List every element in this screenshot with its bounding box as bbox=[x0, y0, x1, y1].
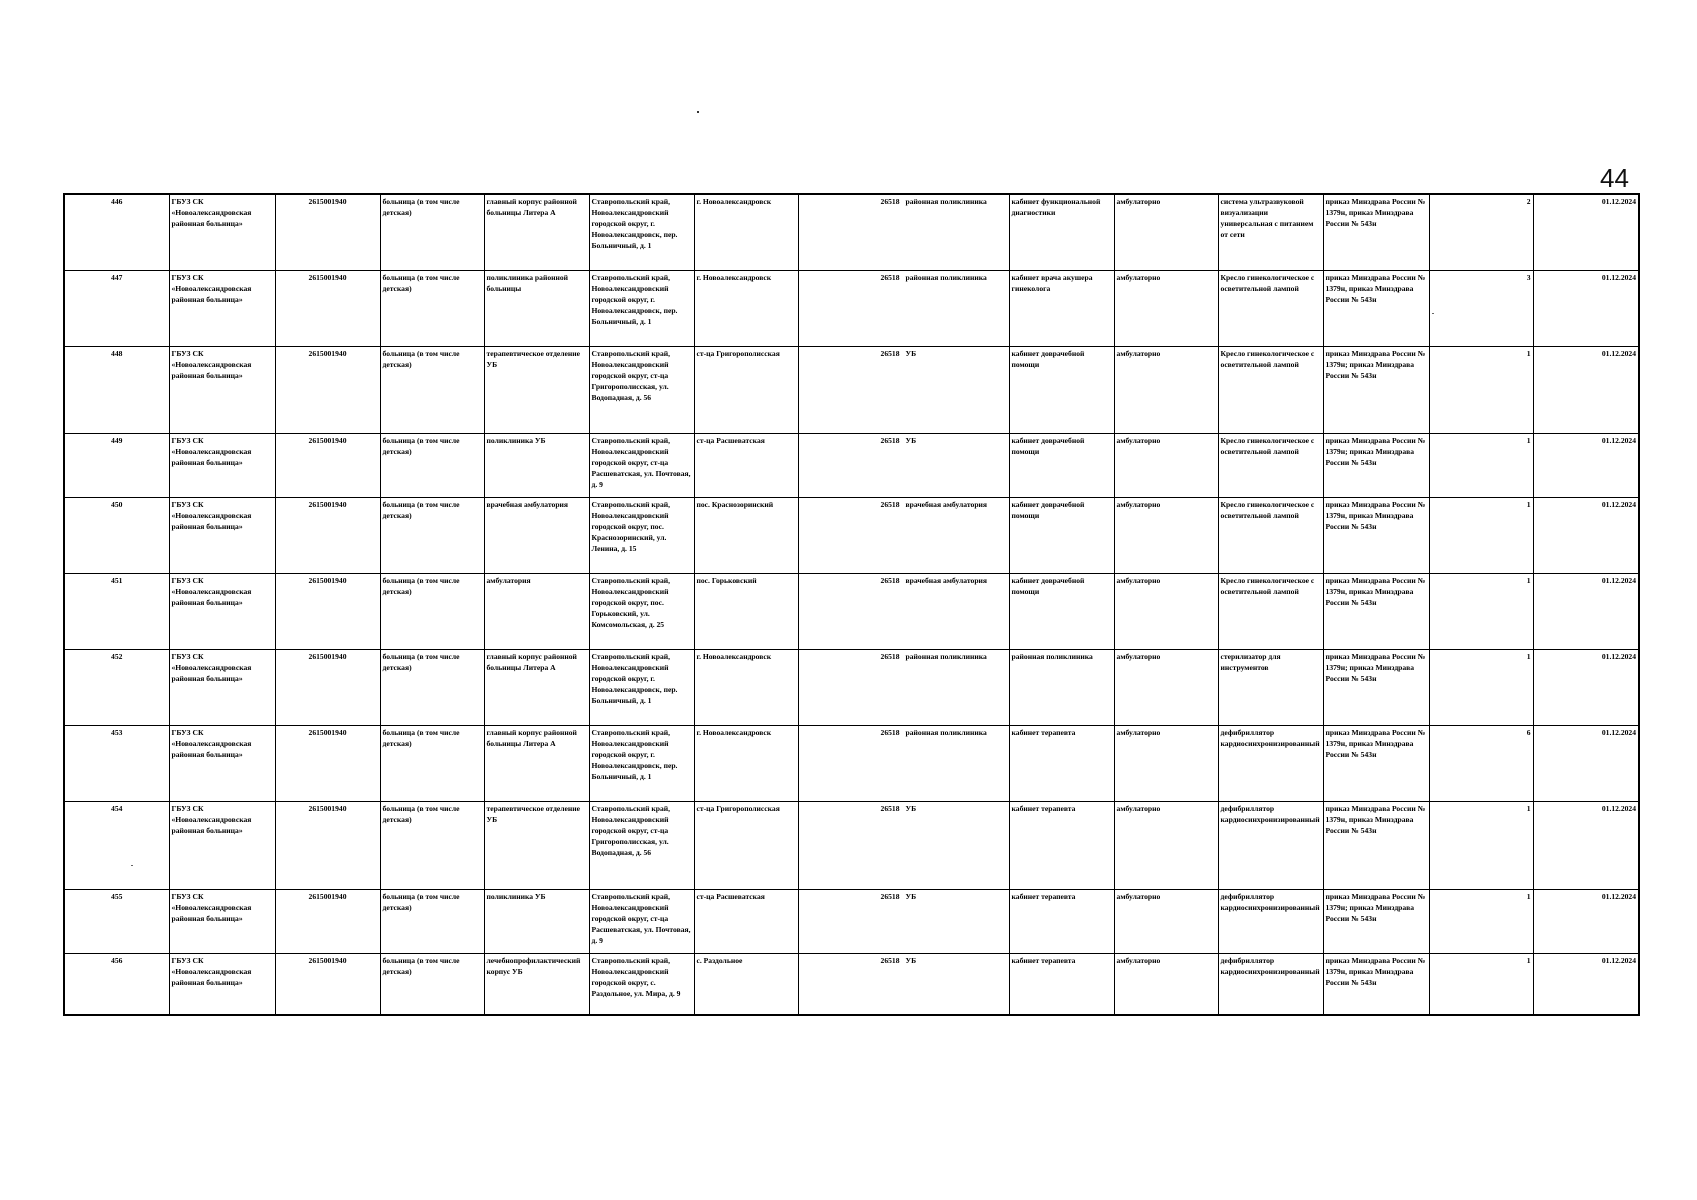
organization-name: ГБУЗ СК «Новоалександровская районная больница» bbox=[169, 801, 275, 889]
facility-type: больница (в том числе детская) bbox=[380, 573, 484, 649]
table-row bbox=[64, 953, 1639, 1015]
care-form: амбулаторно bbox=[1114, 346, 1218, 433]
locality: ст-ца Расшеватская bbox=[694, 889, 798, 953]
division-name: районная поликлиника bbox=[905, 727, 987, 737]
scan-speck bbox=[697, 111, 699, 113]
quantity: 1 bbox=[1429, 573, 1533, 649]
postal-code: 26518 bbox=[880, 197, 900, 206]
division-name: УБ bbox=[905, 891, 917, 901]
table-row bbox=[64, 889, 1639, 953]
quantity: 1 bbox=[1429, 801, 1533, 889]
date: 01.12.2024 bbox=[1533, 497, 1639, 573]
code-and-division bbox=[798, 194, 1009, 270]
inn-value: 2615001940 bbox=[275, 497, 380, 573]
inn-value: 2615001940 bbox=[275, 649, 380, 725]
table-row bbox=[64, 573, 1639, 649]
row-number: 453 bbox=[64, 725, 169, 801]
order-reference: приказ Минздрава России № 1379н, приказ Минздрава России № 543н bbox=[1323, 953, 1429, 1015]
code-and-division bbox=[798, 953, 1009, 1015]
locality: г. Новоалександровск bbox=[694, 649, 798, 725]
quantity: 3 bbox=[1429, 270, 1533, 346]
care-form: амбулаторно bbox=[1114, 953, 1218, 1015]
table-row bbox=[64, 497, 1639, 573]
room-name: кабинет функциональной диагностики bbox=[1009, 194, 1114, 270]
organization-name: ГБУЗ СК «Новоалександровская районная больница» bbox=[169, 346, 275, 433]
table-row bbox=[64, 270, 1639, 346]
quantity: 1 bbox=[1429, 953, 1533, 1015]
division-name: районная поликлиника bbox=[905, 651, 987, 661]
code-and-division bbox=[798, 270, 1009, 346]
row-number: 455 bbox=[64, 889, 169, 953]
inn-value: 2615001940 bbox=[275, 725, 380, 801]
care-form: амбулаторно bbox=[1114, 433, 1218, 497]
locality: г. Новоалександровск bbox=[694, 194, 798, 270]
row-number: 449 bbox=[64, 433, 169, 497]
inn-value: 2615001940 bbox=[275, 889, 380, 953]
code-and-division bbox=[798, 801, 1009, 889]
quantity: 1 bbox=[1429, 433, 1533, 497]
equipment-name: Кресло гинекологическое с осветительной лампой bbox=[1218, 270, 1323, 346]
scan-mark bbox=[131, 865, 133, 866]
locality: пос. Горьковский bbox=[694, 573, 798, 649]
care-form: амбулаторно bbox=[1114, 889, 1218, 953]
organization-name: ГБУЗ СК «Новоалександровская районная больница» bbox=[169, 573, 275, 649]
page-number: 44 bbox=[1600, 163, 1629, 193]
unit-name: терапевтическое отделение УБ bbox=[484, 346, 589, 433]
locality: с. Раздольное bbox=[694, 953, 798, 1015]
organization-name: ГБУЗ СК «Новоалександровская районная больница» bbox=[169, 725, 275, 801]
organization-name: ГБУЗ СК «Новоалександровская районная больница» bbox=[169, 889, 275, 953]
date: 01.12.2024 bbox=[1533, 270, 1639, 346]
order-reference: приказ Минздрава России № 1379н; приказ Минздрава России № 543н bbox=[1323, 433, 1429, 497]
room-name: кабинет доврачебной помощи bbox=[1009, 346, 1114, 433]
care-form: амбулаторно bbox=[1114, 801, 1218, 889]
room-name: кабинет доврачебной помощи bbox=[1009, 573, 1114, 649]
code-and-division bbox=[798, 889, 1009, 953]
date: 01.12.2024 bbox=[1533, 649, 1639, 725]
date: 01.12.2024 bbox=[1533, 346, 1639, 433]
row-number: 451 bbox=[64, 573, 169, 649]
division-name: врачебная амбулатория bbox=[905, 499, 988, 509]
row-number: 447 bbox=[64, 270, 169, 346]
date: 01.12.2024 bbox=[1533, 801, 1639, 889]
code-and-division bbox=[798, 346, 1009, 433]
inn-value: 2615001940 bbox=[275, 801, 380, 889]
equipment-name: дефибриллятор кардиосинхронизированный bbox=[1218, 801, 1323, 889]
organization-name: ГБУЗ СК «Новоалександровская районная больница» bbox=[169, 953, 275, 1015]
scan-mark bbox=[1432, 313, 1434, 314]
unit-name: терапевтическое отделение УБ bbox=[484, 801, 589, 889]
unit-name: лечебнопрофилактический корпус УБ bbox=[484, 953, 589, 1015]
care-form: амбулаторно bbox=[1114, 573, 1218, 649]
table-row bbox=[64, 801, 1639, 889]
facility-type: больница (в том числе детская) bbox=[380, 346, 484, 433]
organization-name: ГБУЗ СК «Новоалександровская районная больница» bbox=[169, 497, 275, 573]
equipment-registry-table bbox=[63, 193, 1640, 1016]
locality: г. Новоалександровск bbox=[694, 270, 798, 346]
date: 01.12.2024 bbox=[1533, 573, 1639, 649]
postal-code: 26518 bbox=[880, 727, 900, 737]
room-name: кабинет доврачебной помощи bbox=[1009, 497, 1114, 573]
equipment-name: дефибриллятор кардиосинхронизированный bbox=[1218, 889, 1323, 953]
quantity: 6 bbox=[1429, 725, 1533, 801]
code-and-division bbox=[798, 725, 1009, 801]
order-reference: приказ Минздрава России № 1379н, приказ Минздрава России № 543н bbox=[1323, 270, 1429, 346]
order-reference: приказ Минздрава России № 1379н; приказ Минздрава России № 543н bbox=[1323, 889, 1429, 953]
facility-type: больница (в том числе детская) bbox=[380, 649, 484, 725]
organization-name: ГБУЗ СК «Новоалександровская районная больница» bbox=[169, 270, 275, 346]
address: Ставропольский край, Новоалександровский городской округ, с. Раздольное, ул. Мира, д. 9 bbox=[589, 953, 694, 1015]
room-name: кабинет терапевта bbox=[1009, 889, 1114, 953]
facility-type: больница (в том числе детская) bbox=[380, 801, 484, 889]
date: 01.12.2024 bbox=[1533, 194, 1639, 270]
inn-value: 2615001940 bbox=[275, 346, 380, 433]
postal-code: 26518 bbox=[880, 891, 900, 901]
order-reference: приказ Минздрава России № 1379н, приказ Минздрава России № 543н bbox=[1323, 573, 1429, 649]
unit-name: врачебная амбулатория bbox=[484, 497, 589, 573]
quantity: 2 bbox=[1429, 194, 1533, 270]
date: 01.12.2024 bbox=[1533, 889, 1639, 953]
table-row bbox=[64, 725, 1639, 801]
table-row bbox=[64, 433, 1639, 497]
row-number: 450 bbox=[64, 497, 169, 573]
organization-name: ГБУЗ СК «Новоалександровская районная больница» bbox=[169, 194, 275, 270]
division-name: УБ bbox=[905, 435, 917, 445]
inn-value: 2615001940 bbox=[275, 953, 380, 1015]
address: Ставропольский край, Новоалександровский городской округ, г. Новоалександровск, пер. Больничный, д. 1 bbox=[589, 194, 694, 270]
table-row bbox=[64, 649, 1639, 725]
postal-code: 26518 bbox=[880, 499, 900, 509]
postal-code: 26518 bbox=[880, 651, 900, 661]
quantity: 1 bbox=[1429, 889, 1533, 953]
code-and-division bbox=[798, 433, 1009, 497]
postal-code: 26518 bbox=[880, 955, 900, 965]
locality: ст-ца Григорополисская bbox=[694, 346, 798, 433]
table-row bbox=[64, 346, 1639, 433]
locality: пос. Краснозоринский bbox=[694, 497, 798, 573]
date: 01.12.2024 bbox=[1533, 433, 1639, 497]
facility-type: больница (в том числе детская) bbox=[380, 497, 484, 573]
row-number: 448 bbox=[64, 346, 169, 433]
inn-value: 2615001940 bbox=[275, 270, 380, 346]
postal-code: 26518 bbox=[880, 435, 900, 445]
organization-name: ГБУЗ СК «Новоалександровская районная больница» bbox=[169, 433, 275, 497]
facility-type: больница (в том числе детская) bbox=[380, 194, 484, 270]
date: 01.12.2024 bbox=[1533, 725, 1639, 801]
row-number: 454 bbox=[64, 801, 169, 889]
equipment-name: дефибриллятор кардиосинхронизированный bbox=[1218, 953, 1323, 1015]
room-name: кабинет терапевта bbox=[1009, 953, 1114, 1015]
code-and-division bbox=[798, 573, 1009, 649]
unit-name: амбулатория bbox=[484, 573, 589, 649]
address: Ставропольский край, Новоалександровский городской округ, г. Новоалександровск, пер. Больничный, д. 1 bbox=[589, 725, 694, 801]
division-name: УБ bbox=[905, 803, 917, 813]
equipment-name: система ультразвуковой визуализации универсальная с питанием от сети bbox=[1218, 194, 1323, 270]
inn-value: 2615001940 bbox=[275, 573, 380, 649]
unit-name: поликлиника УБ bbox=[484, 433, 589, 497]
locality: ст-ца Расшеватская bbox=[694, 433, 798, 497]
room-name: кабинет доврачебной помощи bbox=[1009, 433, 1114, 497]
care-form: амбулаторно bbox=[1114, 270, 1218, 346]
address: Ставропольский край, Новоалександровский городской округ, ст-ца Григорополисская, ул. Водопадная, д. 56 bbox=[589, 346, 694, 433]
quantity: 1 bbox=[1429, 649, 1533, 725]
row-number: 452 bbox=[64, 649, 169, 725]
care-form: амбулаторно bbox=[1114, 725, 1218, 801]
equipment-name: Кресло гинекологическое с осветительной лампой bbox=[1218, 346, 1323, 433]
address: Ставропольский край, Новоалександровский городской округ, ст-ца Расшеватская, ул. Почтовая, д. 9 bbox=[589, 433, 694, 497]
order-reference: приказ Минздрава России № 1379н; приказ Минздрава России № 543н bbox=[1323, 346, 1429, 433]
equipment-name: Кресло гинекологическое с осветительной лампой bbox=[1218, 497, 1323, 573]
equipment-name: Кресло гинекологическое с осветительной лампой bbox=[1218, 573, 1323, 649]
equipment-name: стерилизатор для инструментов bbox=[1218, 649, 1323, 725]
care-form: амбулаторно bbox=[1114, 649, 1218, 725]
address: Ставропольский край, Новоалександровский городской округ, пос. Краснозоринский, ул. Ленина, д. 15 bbox=[589, 497, 694, 573]
postal-code: 26518 bbox=[880, 272, 900, 282]
division-name: УБ bbox=[905, 348, 917, 358]
address: Ставропольский край, Новоалександровский городской округ, пос. Горьковский, ул. Комсомольская, д. 25 bbox=[589, 573, 694, 649]
care-form: амбулаторно bbox=[1114, 194, 1218, 270]
address: Ставропольский край, Новоалександровский городской округ, г. Новоалександровск, пер. Больничный, д. 1 bbox=[589, 270, 694, 346]
equipment-name: Кресло гинекологическое с осветительной лампой bbox=[1218, 433, 1323, 497]
division-name: врачебная амбулатория bbox=[905, 575, 988, 585]
division-name: районная поликлиника bbox=[905, 197, 987, 206]
address: Ставропольский край, Новоалександровский городской округ, ст-ца Григорополисская, ул. Водопадная, д. 56 bbox=[589, 801, 694, 889]
inn-value: 2615001940 bbox=[275, 433, 380, 497]
row-number: 446 bbox=[64, 194, 169, 270]
facility-type: больница (в том числе детская) bbox=[380, 433, 484, 497]
unit-name: поликлиника районной больницы bbox=[484, 270, 589, 346]
inn-value: 2615001940 bbox=[275, 194, 380, 270]
postal-code: 26518 bbox=[880, 803, 900, 813]
organization-name: ГБУЗ СК «Новоалександровская районная больница» bbox=[169, 649, 275, 725]
facility-type: больница (в том числе детская) bbox=[380, 953, 484, 1015]
room-name: кабинет терапевта bbox=[1009, 725, 1114, 801]
address: Ставропольский край, Новоалександровский городской округ, ст-ца Расшеватская, ул. Почтовая, д. 9 bbox=[589, 889, 694, 953]
facility-type: больница (в том числе детская) bbox=[380, 270, 484, 346]
locality: ст-ца Григорополисская bbox=[694, 801, 798, 889]
care-form: амбулаторно bbox=[1114, 497, 1218, 573]
code-and-division bbox=[798, 497, 1009, 573]
division-name: УБ bbox=[905, 955, 917, 965]
order-reference: приказ Минздрава России № 1379н, приказ Минздрава России № 543н bbox=[1323, 725, 1429, 801]
unit-name: главный корпус районной больницы Литера А bbox=[484, 725, 589, 801]
address: Ставропольский край, Новоалександровский городской округ, г. Новоалександровск, пер. Больничный, д. 1 bbox=[589, 649, 694, 725]
unit-name: поликлиника УБ bbox=[484, 889, 589, 953]
quantity: 1 bbox=[1429, 497, 1533, 573]
room-name: районная поликлиника bbox=[1009, 649, 1114, 725]
code-and-division bbox=[798, 649, 1009, 725]
postal-code: 26518 bbox=[880, 348, 900, 358]
equipment-name: дефибриллятор кардиосинхронизированный bbox=[1218, 725, 1323, 801]
row-number: 456 bbox=[64, 953, 169, 1015]
order-reference: приказ Минздрава России № 1379н, приказ Минздрава России № 543н bbox=[1323, 497, 1429, 573]
division-name: районная поликлиника bbox=[905, 272, 987, 282]
facility-type: больница (в том числе детская) bbox=[380, 725, 484, 801]
postal-code: 26518 bbox=[880, 575, 900, 585]
unit-name: главный корпус районной больницы Литера А bbox=[484, 194, 589, 270]
facility-type: больница (в том числе детская) bbox=[380, 889, 484, 953]
quantity: 1 bbox=[1429, 346, 1533, 433]
unit-name: главный корпус районной больницы Литера А bbox=[484, 649, 589, 725]
order-reference: приказ Минздрава России № 1379н, приказ Минздрава России № 543н bbox=[1323, 801, 1429, 889]
room-name: кабинет терапевта bbox=[1009, 801, 1114, 889]
locality: г. Новоалександровск bbox=[694, 725, 798, 801]
date: 01.12.2024 bbox=[1533, 953, 1639, 1015]
order-reference: приказ Минздрава России № 1379н; приказ Минздрава России № 543н bbox=[1323, 649, 1429, 725]
order-reference: приказ Минздрава России № 1379н, приказ Минздрава России № 543н bbox=[1323, 194, 1429, 270]
table-row bbox=[64, 194, 1639, 270]
room-name: кабинет врача акушера гинеколога bbox=[1009, 270, 1114, 346]
